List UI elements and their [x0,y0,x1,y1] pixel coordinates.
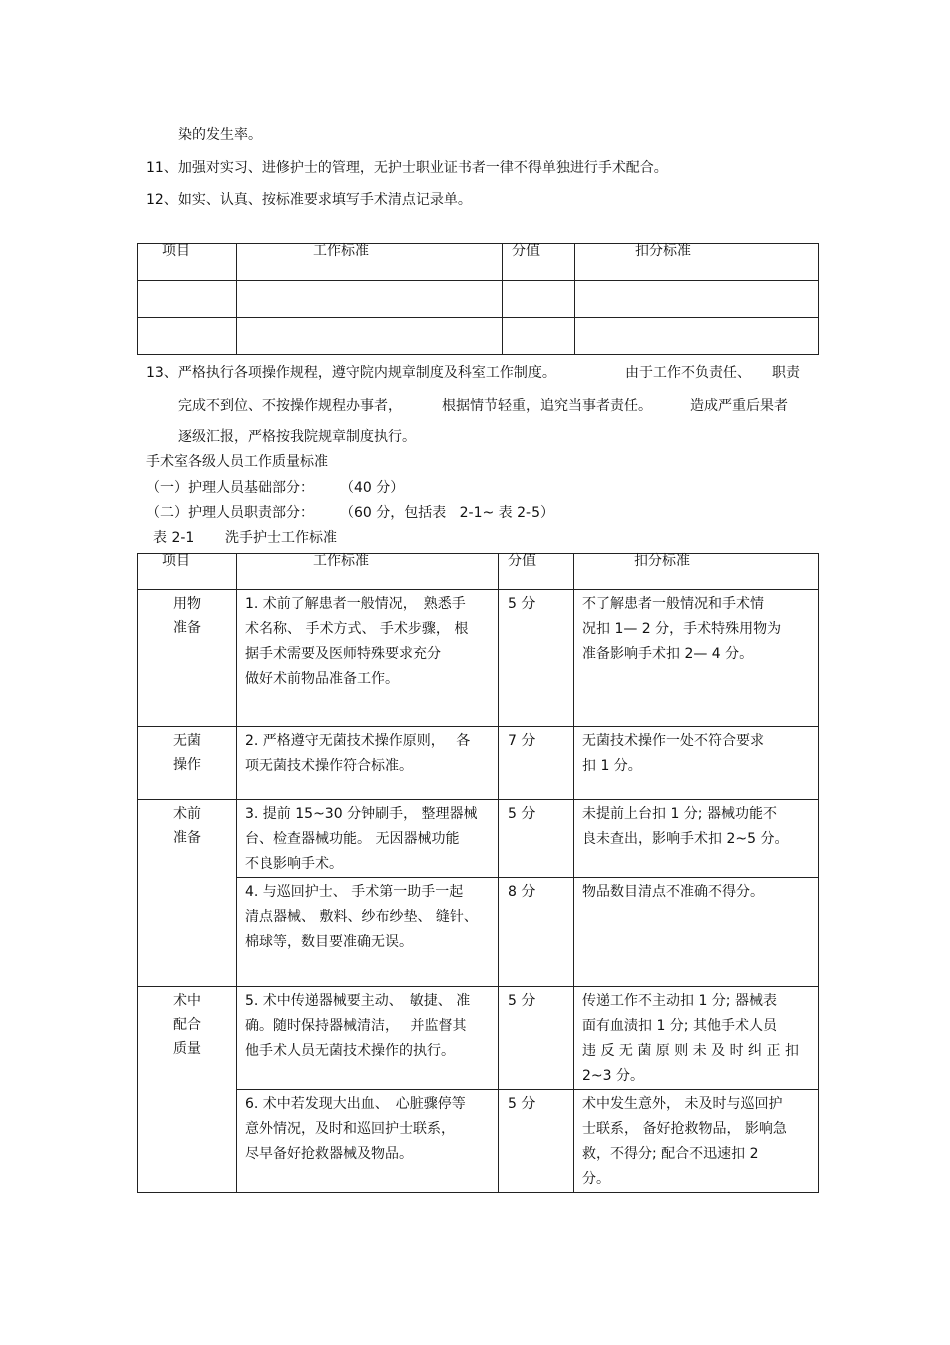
standard-cell: 6. 术中若发现大出血、 心脏骤停等 意外情况，及时和巡回护士联系， 尽早备好抢救器械及物品。 [237,1090,499,1193]
section-title: 手术室各级人员工作质量标准 [146,454,328,470]
rule-13-line-1c: 职责 [772,365,800,381]
deduction-cell: 未提前上台扣 1 分; 器械功能不 良未查出，影响手术扣 2~5 分。 [574,800,819,878]
project-cell: 无菌 操作 [138,727,237,800]
header-standard: 工作标准 [237,244,503,281]
score-cell: 5 分 [499,987,574,1090]
intro-line-2: 11、加强对实习、进修护士的管理，无护士职业证书者一律不得单独进行手术配合。 [146,160,668,176]
part1-label: （一）护理人员基础部分： [146,480,314,496]
intro-line-1: 染的发生率。 [178,127,262,143]
project-cell: 术中 配合 质量 [138,987,237,1193]
intro-line-3: 12、如实、认真、按标准要求填写手术清点记录单。 [146,192,472,208]
deduction-cell: 物品数目清点不准确不得分。 [574,878,819,987]
standard-cell: 1. 术前了解患者一般情况， 熟悉手 术名称、 手术方式、 手术步骤， 根 据手术需要及医师特殊要求充分 做好术前物品准备工作。 [237,590,499,727]
standard-cell: 2. 严格遵守无菌技术操作原则， 各 项无菌技术操作符合标准。 [237,727,499,800]
rule-13-line-2b: 根据情节轻重，追究当事者责任。 [442,398,652,414]
blank-row [138,318,819,355]
table-row [138,987,819,1090]
header-score: 分值 [499,554,574,590]
score-cell: 5 分 [499,590,574,727]
rule-13-line-2a: 完成不到位、不按操作规程办事者， [178,398,402,414]
part1-value: （40 分） [340,480,405,496]
deduction-cell: 术中发生意外， 未及时与巡回护 士联系， 备好抢救物品， 影响急 救，不得分; 配合不迅速扣 2 分。 [574,1090,819,1193]
table-row [138,1090,819,1193]
table-row [138,878,819,987]
part2-label: （二）护理人员职责部分： [146,505,314,521]
score-cell: 8 分 [499,878,574,987]
table-name: 洗手护士工作标准 [225,530,337,546]
score-cell: 7 分 [499,727,574,800]
project-cell: 术前 准备 [138,800,237,987]
main-table-header [138,554,819,590]
project-cell: 用物 准备 [138,590,237,727]
rule-13-line-2c: 造成严重后果者 [690,398,788,414]
header-project: 项目 [138,244,237,281]
header-score: 分值 [503,244,575,281]
rule-13-line-3: 逐级汇报，严格按我院规章制度执行。 [178,429,416,445]
table-number: 表 2-1 [153,530,195,546]
header-deduction: 扣分标准 [574,554,819,590]
standard-cell: 3. 提前 15~30 分钟刷手， 整理器械 台、检查器械功能。 无因器械功能 不良影响手术。 [237,800,499,878]
main-table [137,553,819,1193]
header-deduction: 扣分标准 [575,244,819,281]
deduction-cell: 不了解患者一般情况和手术情 况扣 1— 2 分，手术特殊用物为 准备影响手术扣 2— 4 分。 [574,590,819,727]
deduction-cell: 传递工作不主动扣 1 分; 器械表 面有血渍扣 1 分; 其他手术人员 违 反 无 菌 原 则 未 及 时 纠 正 扣 2~3 分。 [574,987,819,1090]
rule-13-line-1b: 由于工作不负责任、 [625,365,751,381]
deduction-cell: 无菌技术操作一处不符合要求 扣 1 分。 [574,727,819,800]
table-row [138,590,819,727]
standard-cell: 4. 与巡回护士、 手术第一助手一起 清点器械、 敷料、纱布纱垫、 缝针、 棉球等，数目要准确无误。 [237,878,499,987]
blank-row [138,281,819,318]
score-cell: 5 分 [499,800,574,878]
header-project: 项目 [138,554,237,590]
rule-13-line-1a: 13、严格执行各项操作规程，遵守院内规章制度及科室工作制度。 [146,365,556,381]
blank-table [137,243,819,355]
standard-cell: 5. 术中传递器械要主动、 敏捷、 准 确。随时保持器械清洁， 并监督其 他手术人员无菌技术操作的执行。 [237,987,499,1090]
part2-value: （60 分，包括表 2-1~ 表 2-5） [340,505,554,521]
table-row [138,800,819,878]
blank-table-header [138,244,819,281]
table-row [138,727,819,800]
header-standard: 工作标准 [237,554,499,590]
score-cell: 5 分 [499,1090,574,1193]
